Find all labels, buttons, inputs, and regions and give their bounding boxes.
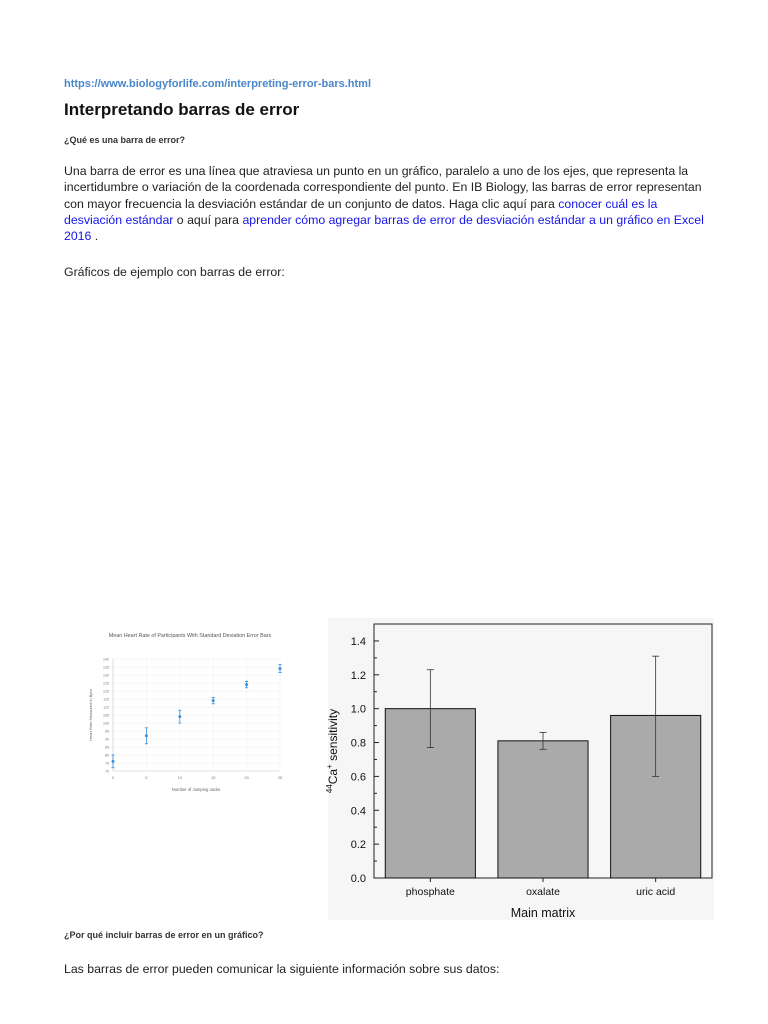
data-point: [245, 683, 248, 686]
y-axis-title: [325, 709, 340, 793]
y-tick-label: 100: [103, 721, 109, 726]
example-charts-label: Gráficos de ejemplo con barras de error:: [64, 265, 285, 279]
y-tick-label: 80: [105, 753, 109, 758]
y-tick-label: 120: [103, 689, 109, 694]
intro-text-part-1: Una barra de error es una línea que atraviesa un punto en un gráfico, paralelo a uno de los ejes, que representa la incertidumbre o variación de la coordenada correspondiente del punto. En IB Biology, las barras de error representan con mayor frecuencia la desviación estándar de un conjunto de datos. Haga clic aquí para: [64, 164, 702, 211]
intro-paragraph: [64, 163, 714, 244]
why-error-bars-heading: ¿Por qué incluir barras de error en un gráfico?: [64, 930, 264, 940]
y-tick-label: 1.4: [350, 635, 366, 648]
y-axis-title-superscript: 44: [325, 784, 334, 794]
data-point: [178, 715, 181, 718]
y-tick-label: 135: [103, 665, 109, 670]
chart-title: Mean Heart Rate of Participants With Standard Deviation Error Bars: [108, 633, 272, 639]
x-tick-label: uric acid: [636, 886, 676, 898]
source-url-link[interactable]: https://www.biologyforlife.com/interpreting-error-bars.html: [64, 78, 371, 90]
y-tick-label: 110: [103, 705, 109, 710]
error-bars-info-paragraph: Las barras de error pueden comunicar la siguiente información sobre sus datos:: [64, 962, 500, 976]
y-tick-label: 115: [103, 697, 109, 702]
x-axis-title: Main matrix: [510, 906, 576, 920]
y-axis-title-charge: +: [325, 764, 334, 769]
y-axis-title: Heart Rate Measured in Bpm: [88, 689, 93, 741]
x-axis-title: Number of Jumping Jacks: [171, 787, 221, 792]
y-tick-label: 85: [105, 745, 109, 750]
x-tick-label: 10: [177, 775, 183, 780]
x-tick-label: 0: [111, 775, 115, 780]
standard-deviation-link[interactable]: conocer cuál es la desviación estándar: [64, 196, 658, 227]
y-tick-label: 0.4: [350, 805, 366, 818]
x-tick-label: 5: [145, 775, 148, 780]
data-point: [212, 699, 215, 702]
y-tick-label: 1.0: [350, 703, 366, 716]
y-tick-label: 0.2: [350, 839, 366, 852]
page-title: Interpretando barras de error: [64, 100, 300, 119]
y-tick-label: 130: [103, 673, 109, 678]
x-tick-label: oxalate: [526, 886, 560, 898]
x-tick-label: 25: [277, 775, 283, 780]
what-is-error-bar-heading: ¿Qué es una barra de error?: [64, 135, 186, 145]
x-tick-label: 15: [210, 775, 216, 780]
y-tick-label: 90: [105, 737, 109, 742]
data-point: [279, 667, 282, 670]
y-tick-label: 105: [103, 713, 109, 718]
calcium-sensitivity-chart: [325, 618, 714, 920]
y-tick-label: 0.0: [350, 873, 366, 885]
y-tick-label: 140: [103, 657, 109, 662]
heart-rate-chart: [80, 624, 300, 824]
y-tick-label: 95: [105, 729, 109, 734]
bar: [498, 741, 588, 878]
x-tick-label: 20: [244, 775, 249, 780]
data-point: [112, 760, 115, 763]
y-axis-title-rest: sensitivity: [326, 708, 340, 765]
intro-text-part-2: o aquí para: [173, 212, 243, 227]
x-tick-label: phosphate: [405, 886, 455, 898]
y-tick-label: 1.2: [350, 669, 366, 682]
excel-error-bars-link[interactable]: aprender cómo agregar barras de error de desviación estándar a un gráfico en Excel 2016: [64, 212, 704, 244]
y-tick-label: 0.6: [350, 771, 366, 784]
y-tick-label: 75: [105, 761, 109, 766]
y-tick-label: 125: [103, 681, 109, 686]
y-tick-label: 0.8: [350, 737, 366, 750]
y-tick-label: 70: [105, 769, 109, 774]
data-point: [145, 734, 148, 737]
y-axis-title-element: Ca: [326, 768, 340, 785]
intro-text-part-3: .: [91, 229, 99, 244]
